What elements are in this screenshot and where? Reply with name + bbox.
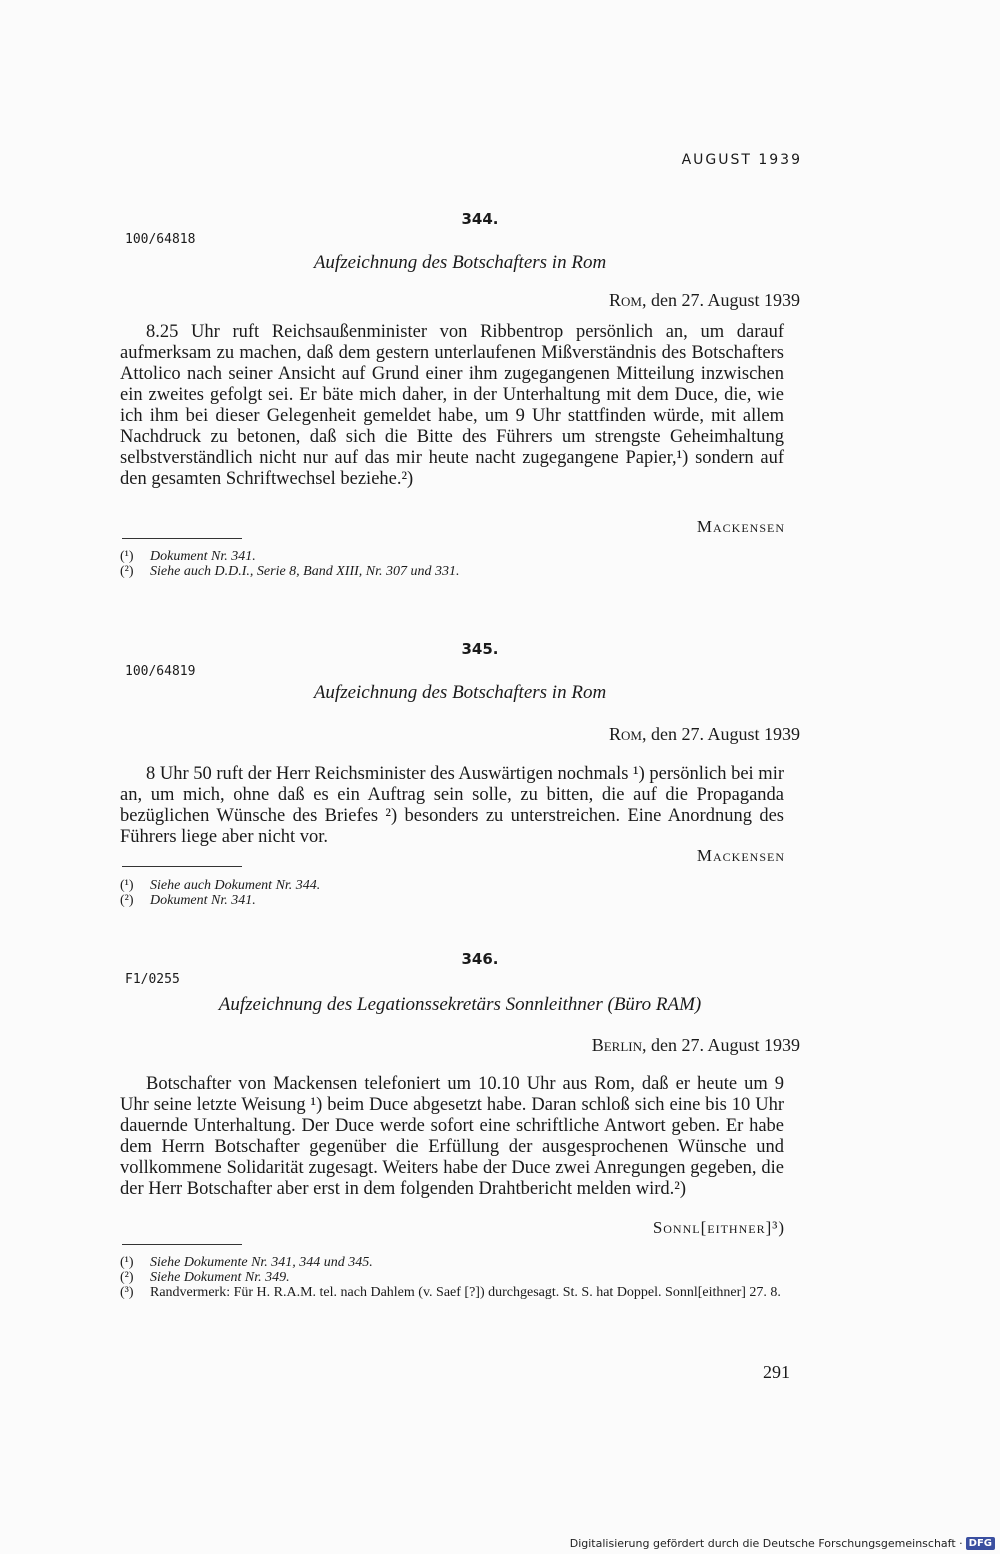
document-body: 8.25 Uhr ruft Reichsaußenminister von Ribbentrop persönlich an, um darauf aufmerksam zu machen, daß dem gestern unterlaufenen Mißverständnis des Botschafters Attolico nach seiner Ansicht auf Grund einer ihm zugegangenen Mitteilung inzwischen ein zweites gefolgt sei. Er bäte mich daher, in der Unterhaltung mit dem Duce, die, wie ich ihm bei dieser Gelegenheit gemeldet habe, um 9 Uhr stattfinden würde, mit allem Nachdruck zu betonen, daß sich die Bitte des Führers um strengste Geheimhaltung selbstverständlich nicht nur auf das mir heute nacht zugegangene Papier,¹) sondern auf den gesamten Schriftwechsel beziehe.²) xyxy=(120,322,784,489)
dfg-logo-icon: DFG xyxy=(966,1537,995,1550)
document-title: Aufzeichnung des Legationssekretärs Sonnleithner (Büro RAM) xyxy=(218,994,702,1015)
place-date-line xyxy=(592,1035,800,1056)
footnotes xyxy=(120,878,810,908)
funding-text: Digitalisierung gefördert durch die Deutsche Forschungsgemeinschaft · xyxy=(569,1537,963,1550)
document-number: 346. xyxy=(461,950,499,968)
footnote: (²) Siehe auch D.D.I., Serie 8, Band XIII, Nr. 307 und 331. xyxy=(120,564,460,579)
date: den 27. August 1939 xyxy=(650,1035,800,1055)
signature: Sonnl[eithner]³) xyxy=(652,1218,785,1237)
date: den 27. August 1939 xyxy=(650,724,800,744)
place-date-line xyxy=(609,724,800,745)
document-body: 8 Uhr 50 ruft der Herr Reichsminister des Auswärtigen nochmals ¹) persönlich bei mir an, um mich, ohne daß es ein Auftrag sein solle, zu bitten, die auf die Propaganda bezüglichen Wünsche des Briefes ²) besonders zu unterstreichen. Eine Anordnung des Führers liege aber nicht vor. xyxy=(120,764,784,847)
signature: Mackensen xyxy=(696,846,785,865)
place: Berlin, xyxy=(591,1035,647,1055)
file-reference: 100/64818 xyxy=(125,232,196,247)
file-reference: 100/64819 xyxy=(125,664,196,679)
file-reference: F1/0255 xyxy=(125,972,180,987)
running-header-date: AUGUST 1939 xyxy=(681,152,802,168)
document-title: Aufzeichnung des Botschafters in Rom xyxy=(313,252,607,273)
footnote-separator xyxy=(122,866,242,867)
footnote: (²) Dokument Nr. 341. xyxy=(120,893,256,908)
footnotes xyxy=(120,549,810,579)
funding-footer xyxy=(570,1537,995,1550)
footnote-separator xyxy=(122,1244,242,1245)
place: Rom, xyxy=(609,724,647,744)
footnotes xyxy=(120,1255,810,1300)
document-number: 344. xyxy=(461,210,499,228)
document-number: 345. xyxy=(461,640,499,658)
signature: Mackensen xyxy=(696,517,785,536)
place: Rom, xyxy=(609,290,647,310)
footnote: (¹) Siehe Dokumente Nr. 341, 344 und 345. xyxy=(120,1255,373,1270)
footnote: (³) Randvermerk: Für H. R.A.M. tel. nach Dahlem (v. Saef [?]) durchgesagt. St. S. hat Doppel. Sonnl[eithner] 27. 8. xyxy=(120,1285,781,1300)
footnote-separator xyxy=(122,538,242,539)
place-date-line xyxy=(609,290,800,311)
footnote: (¹) Siehe auch Dokument Nr. 344. xyxy=(120,878,321,893)
footnote: (¹) Dokument Nr. 341. xyxy=(120,549,256,564)
document-body: Botschafter von Mackensen telefoniert um 10.10 Uhr aus Rom, daß er heute um 9 Uhr seine letzte Weisung ¹) beim Duce abgesetzt habe. Daran schloß sich eine bis 10 Uhr dauernde Unterhaltung. Der Duce werde sofort eine schriftliche Antwort geben. Er habe dem Herrn Botschafter gegenüber die Erfüllung der ausgesprochenen Wünsche und vollkommene Solidarität zugesagt. Weiters habe der Duce zwei Anregungen gegeben, die der Herr Botschafter aber erst in dem folgenden Drahtbericht melden wird.²) xyxy=(120,1074,784,1199)
footnote: (²) Siehe Dokument Nr. 349. xyxy=(120,1270,290,1285)
page-number: 291 xyxy=(763,1362,790,1382)
date: den 27. August 1939 xyxy=(650,290,800,310)
document-title: Aufzeichnung des Botschafters in Rom xyxy=(313,682,607,703)
